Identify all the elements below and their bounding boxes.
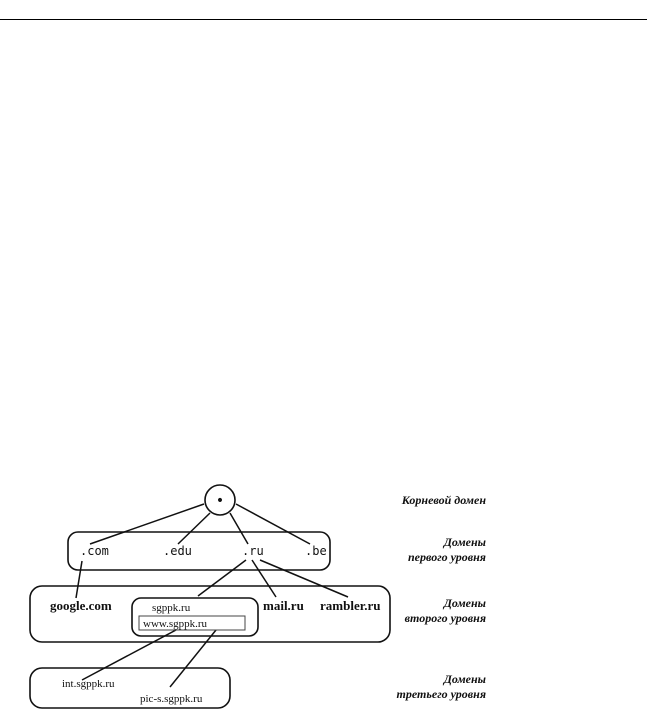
root-symbol: • [215,493,225,509]
label-level3-line2: третьего уровня [396,687,486,701]
edge-ru-sgppk [198,560,246,596]
edge-root-edu [178,513,210,544]
label-level1-line1: Домены [443,535,486,549]
node-sgppk: sgppk.ru [152,602,191,614]
edge-root-ru [230,513,248,544]
node-rambler: rambler.ru [320,598,381,613]
node-google: google.com [50,598,112,613]
level3-group [30,668,230,708]
node-com: .com [80,544,109,558]
edge-com-google [76,561,82,598]
node-www-sgppk: www.sgppk.ru [143,618,208,630]
label-level3-line1: Домены [443,672,486,686]
level2-box [30,586,390,642]
node-ru: .ru [242,544,264,558]
label-level1-line2: первого уровня [407,550,486,564]
root-node [205,485,235,515]
level2-group [30,586,390,642]
level-labels [397,493,487,701]
node-edu: .edu [163,544,192,558]
edge-root-com [90,504,204,544]
label-level2-line2: второго уровня [404,611,486,625]
node-int-sgppk: int.sgppk.ru [62,678,115,690]
edge-www-int [82,630,176,680]
edge-www-pic [170,630,216,687]
label-level2-line1: Домены [443,596,486,610]
label-root-domain: Корневой домен [401,493,486,507]
node-be: .be [305,544,327,558]
edge-root-be [236,504,310,544]
node-pic-s-sgppk: pic-s.sgppk.ru [140,693,203,705]
node-mail: mail.ru [263,598,304,613]
